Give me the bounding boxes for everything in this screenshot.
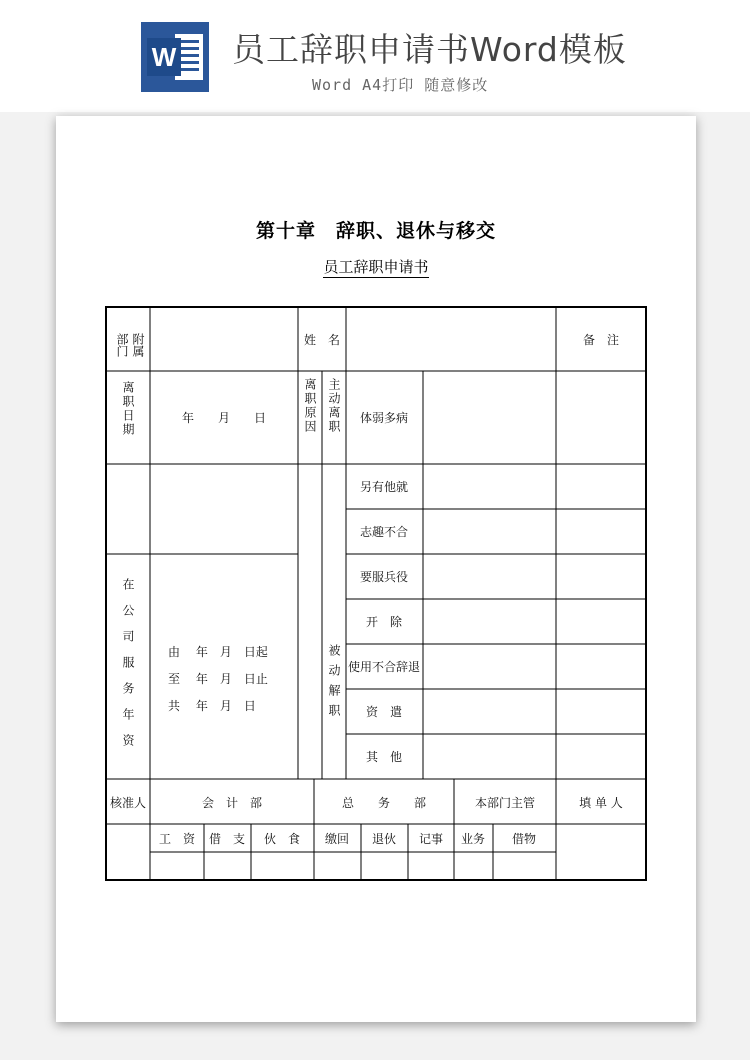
word-document-icon — [141, 22, 209, 92]
general-affairs-label: 总 务 部 — [341, 796, 427, 810]
document-title: 员工辞职申请书 — [323, 258, 429, 276]
name-label: 姓 名 — [303, 333, 341, 347]
tenure-total[interactable]: 共 年 月 日 — [168, 699, 256, 713]
approver-label: 核准人 — [109, 796, 147, 810]
name-field[interactable] — [346, 307, 556, 371]
attached-label: 附属 — [131, 333, 145, 357]
sub-item-label: 伙 食 — [263, 832, 301, 846]
sub-item-label: 借物 — [511, 832, 537, 846]
header-banner — [0, 0, 750, 112]
filler-label: 填 单 人 — [579, 796, 623, 810]
dept-label: 部门 — [115, 333, 129, 357]
remarks-label: 备 注 — [582, 333, 620, 347]
sub-item-label: 借 支 — [208, 832, 246, 846]
reason-option[interactable]: 体弱多病 — [359, 411, 409, 425]
sub-item-label: 退伙 — [371, 832, 397, 846]
page-subtitle: Word A4打印 随意修改 — [312, 76, 489, 94]
resignation-form-table — [56, 116, 696, 1022]
chapter-heading: 第十章 辞职、退休与移交 — [255, 220, 496, 242]
reason-option[interactable]: 资 遣 — [365, 705, 403, 719]
reason-label: 离职原因 — [303, 378, 317, 434]
reason-option[interactable]: 开 除 — [365, 615, 403, 629]
sub-item-label: 业务 — [460, 832, 486, 846]
accounting-label: 会 计 部 — [201, 796, 263, 810]
leave-date-label: 离职日期 — [121, 381, 135, 437]
voluntary-label: 主动离职 — [327, 378, 341, 434]
tenure-to[interactable]: 至 年 月 日止 — [168, 672, 268, 686]
sub-item-label: 缴回 — [324, 832, 350, 846]
svg-text:W: W — [151, 42, 177, 72]
table-border — [106, 307, 646, 880]
document-page — [56, 116, 696, 1022]
reason-option[interactable]: 要服兵役 — [359, 570, 409, 584]
dept-head-label: 本部门主管 — [474, 796, 536, 810]
sub-item-label: 记事 — [418, 832, 444, 846]
tenure-label: 在公司服务年资 — [121, 578, 135, 760]
leave-date-field[interactable]: 年 月 日 — [181, 411, 267, 425]
tenure-from[interactable]: 由 年 月 日起 — [168, 645, 268, 659]
reason-option[interactable]: 使用不合辞退 — [347, 660, 421, 674]
page-title: 员工辞职申请书Word模板 — [232, 30, 627, 69]
sub-item-label: 工 资 — [158, 832, 196, 846]
reason-option[interactable]: 志趣不合 — [359, 525, 409, 539]
reason-option[interactable]: 其 他 — [365, 750, 403, 764]
reason-option[interactable]: 另有他就 — [359, 480, 409, 494]
dismissed-label: 被动解职 — [327, 644, 341, 724]
